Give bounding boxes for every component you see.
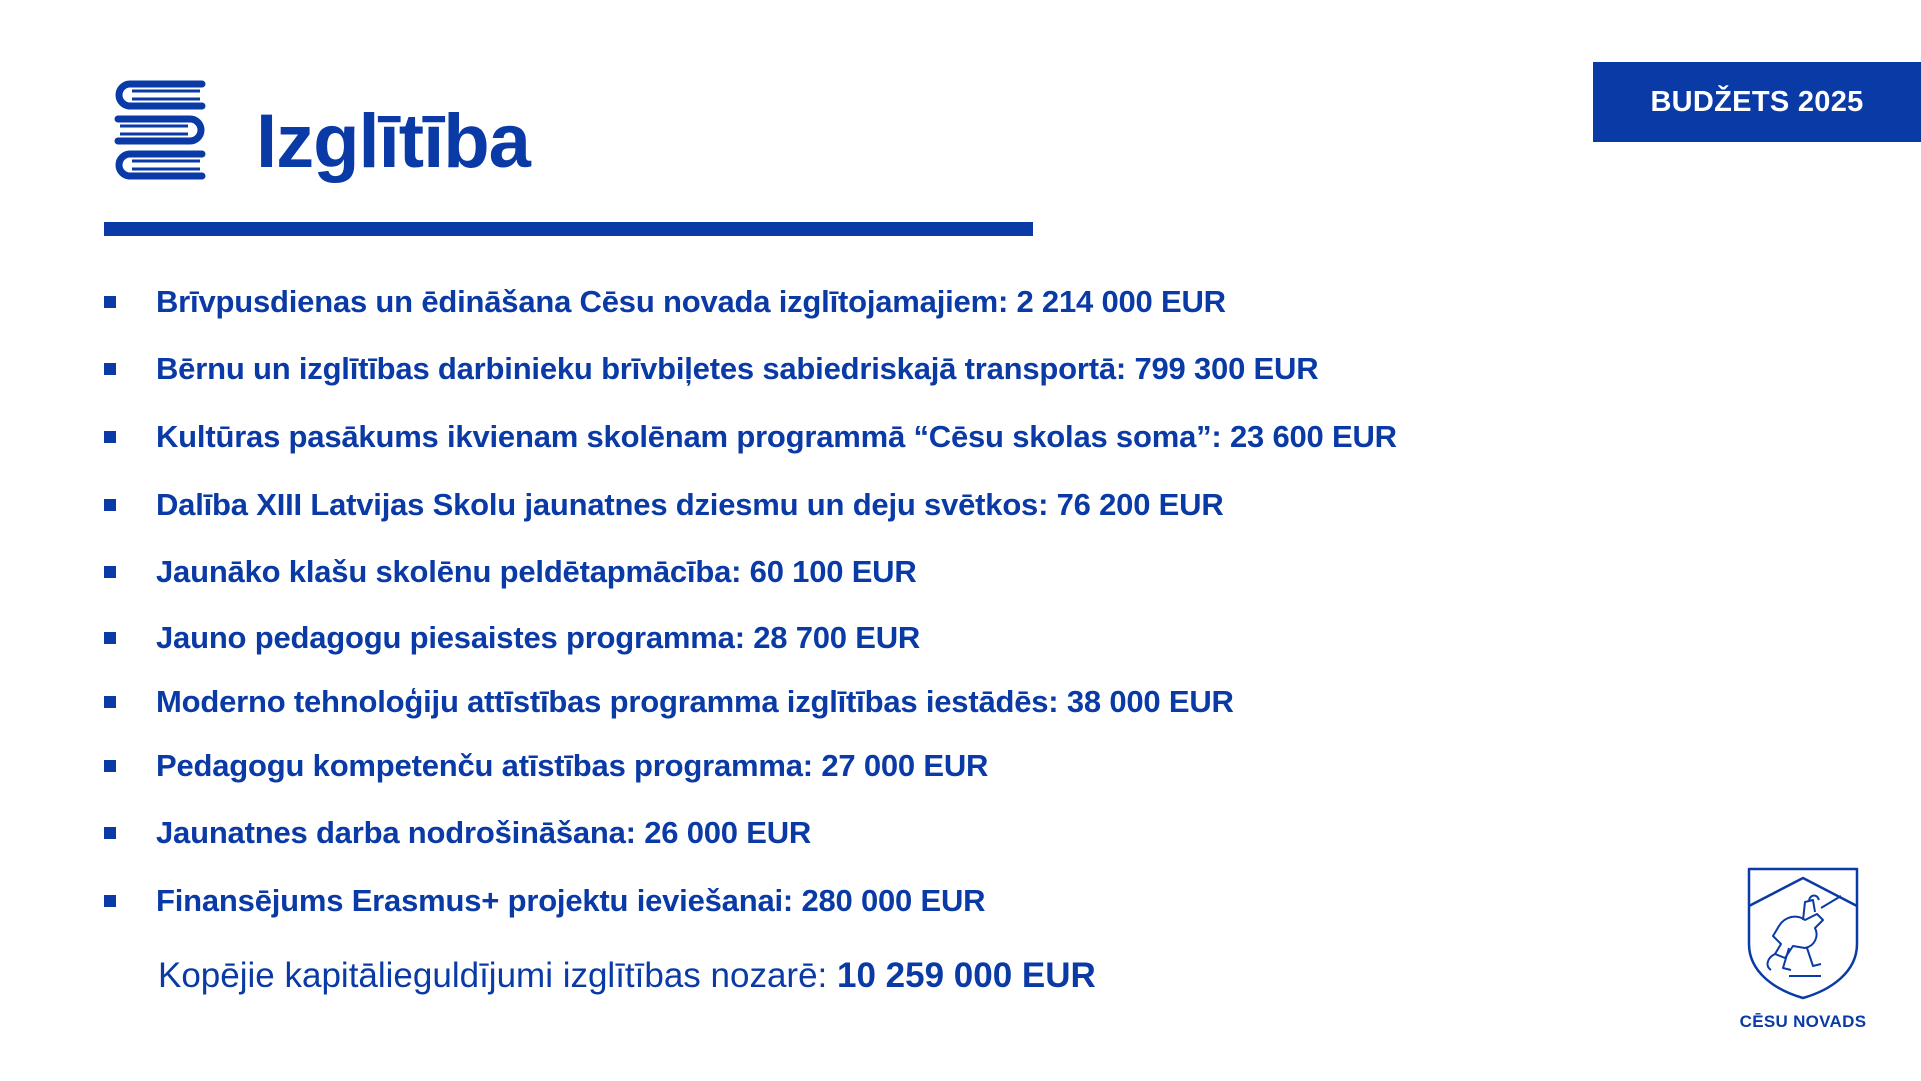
list-item: [104, 614, 920, 662]
bullet-icon: [104, 760, 116, 772]
bullet-icon: [104, 431, 116, 443]
list-item: [104, 548, 917, 596]
list-item: [104, 877, 985, 925]
logo-text: CĒSU NOVADS: [1739, 1012, 1867, 1031]
list-item-text: Jauno pedagogu piesaistes programma: 28 700 EUR: [156, 620, 921, 655]
title-divider: [104, 222, 1033, 236]
list-item-text: Brīvpusdienas un ēdināšana Cēsu novada izglītojamajiem: 2 214 000 EUR: [156, 284, 1226, 319]
list-item-text: Finansējums Erasmus+ projektu ieviešanai: 280 000 EUR: [156, 883, 986, 918]
bullet-icon: [104, 363, 116, 375]
budget-badge: BUDŽETS 2025: [1593, 62, 1921, 142]
list-item: [104, 678, 1234, 726]
books-icon: [104, 78, 214, 186]
list-item-text: Kultūras pasākums ikvienam skolēnam programmā “Cēsu skolas soma”: 23 600 EUR: [156, 419, 1397, 454]
list-item: [104, 481, 1224, 529]
list-item-text: Moderno tehnoloģiju attīstības programma izglītības iestādēs: 38 000 EUR: [156, 684, 1234, 719]
list-item: [104, 278, 1226, 326]
list-item: [104, 742, 988, 790]
bullet-icon: [104, 499, 116, 511]
bullet-icon: [104, 827, 116, 839]
total-investment: [158, 956, 1096, 996]
bullet-icon: [104, 296, 116, 308]
list-item: [104, 413, 1397, 461]
bullet-icon: [104, 696, 116, 708]
list-item-text: Bērnu un izglītības darbinieku brīvbiļetes sabiedriskajā transportā: 799 300 EUR: [156, 351, 1319, 386]
list-item-text: Jaunatnes darba nodrošināšana: 26 000 EUR: [156, 815, 812, 850]
bullet-icon: [104, 566, 116, 578]
bullet-icon: [104, 632, 116, 644]
list-item: [104, 809, 811, 857]
list-item-text: Jaunāko klašu skolēnu peldētapmācība: 60 100 EUR: [156, 554, 917, 589]
list-item-text: Pedagogu kompetenču atīstības programma: 27 000 EUR: [156, 748, 989, 783]
total-label: Kopējie kapitālieguldījumi izglītības nozarē:: [158, 956, 837, 995]
list-item: [104, 345, 1318, 393]
list-item-text: Dalība XIII Latvijas Skolu jaunatnes dziesmu un deju svētkos: 76 200 EUR: [156, 487, 1224, 522]
page-title: Izglītība: [256, 99, 530, 184]
bullet-icon: [104, 895, 116, 907]
total-value: 10 259 000 EUR: [837, 956, 1096, 995]
crest-icon: [1745, 866, 1861, 1002]
